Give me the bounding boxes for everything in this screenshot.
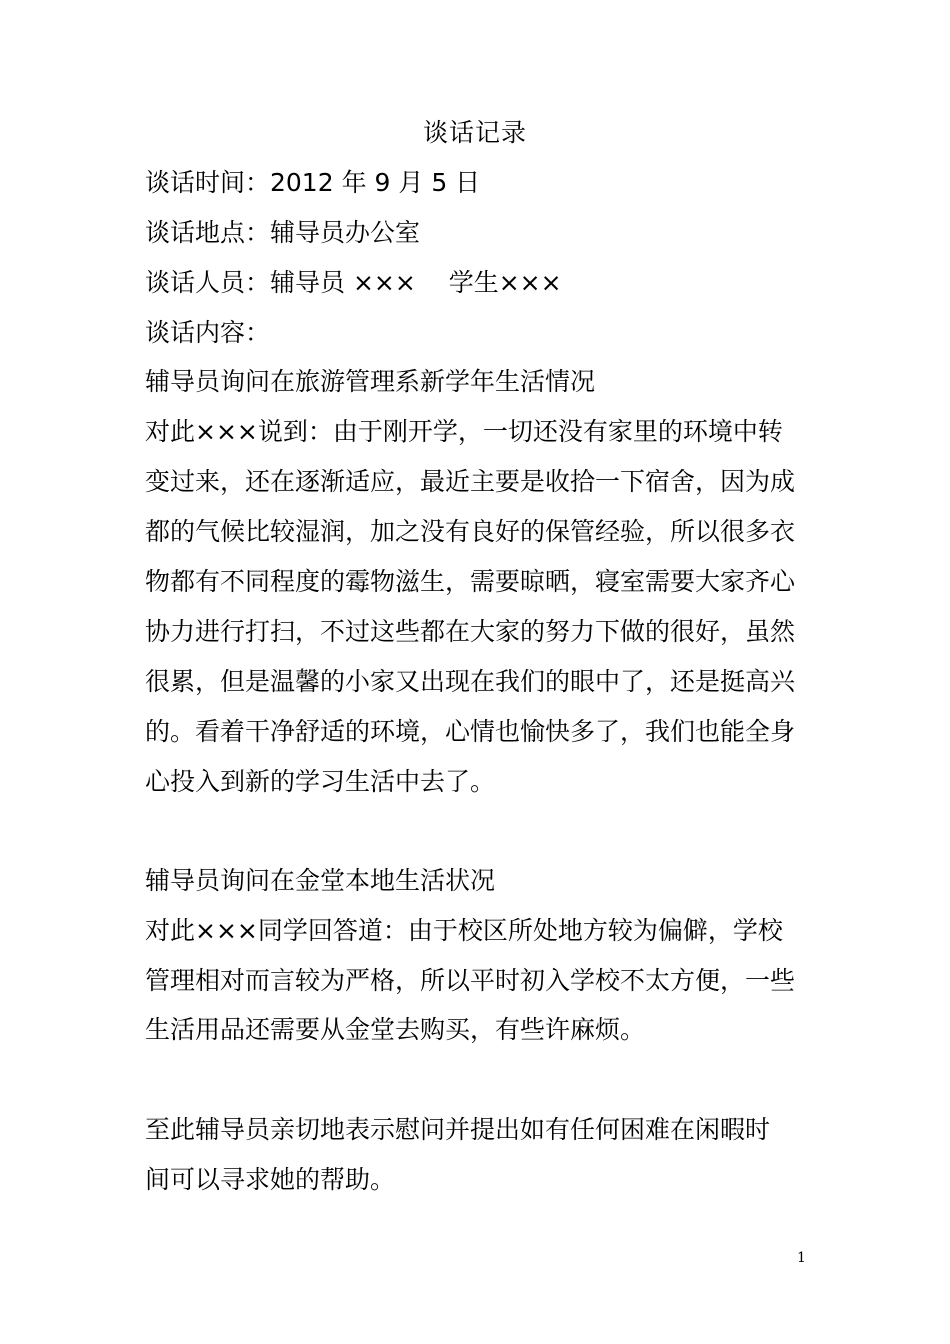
document-title: 谈话记录 bbox=[422, 118, 527, 147]
page-number: 1 bbox=[797, 1250, 806, 1266]
closing-line: 间可以寻求她的帮助。 bbox=[145, 1165, 396, 1194]
meta-place: 谈话地点：辅导员办公室 bbox=[145, 218, 421, 247]
section1-answer-line: 对此×××说到：由于刚开学，一切还没有家里的环境中转 bbox=[145, 417, 783, 446]
section2-answer-line: 管理相对而言较为严格，所以平时初入学校不太方便，一些 bbox=[145, 966, 796, 995]
section1-answer-line: 协力进行打扫，不过这些都在大家的努力下做的很好，虽然 bbox=[145, 617, 796, 646]
section1-answer-line: 变过来，还在逐渐适应，最近主要是收拾一下宿舍，因为成 bbox=[145, 467, 796, 496]
meta-content-label: 谈话内容： bbox=[145, 318, 271, 347]
section1-answer-line: 很累，但是温馨的小家又出现在我们的眼中了，还是挺高兴 bbox=[145, 667, 796, 696]
section1-question: 辅导员询问在旅游管理系新学年生活情况 bbox=[145, 367, 596, 396]
meta-time: 谈话时间：2012 年 9 月 5 日 bbox=[145, 168, 481, 197]
section1-answer-line: 的。看着干净舒适的环境，心情也愉快多了，我们也能全身 bbox=[145, 717, 796, 746]
section2-answer-line: 对此×××同学回答道：由于校区所处地方较为偏僻，学校 bbox=[145, 916, 783, 945]
section1-answer-line: 物都有不同程度的霉物滋生，需要晾晒，寝室需要大家齐心 bbox=[145, 567, 796, 596]
closing-line: 至此辅导员亲切地表示慰问并提出如有任何困难在闲暇时 bbox=[145, 1115, 771, 1144]
section1-answer-line: 心投入到新的学习生活中去了。 bbox=[145, 767, 496, 796]
section1-answer-line: 都的气候比较湿润，加之没有良好的保管经验，所以很多衣 bbox=[145, 517, 796, 546]
meta-people: 谈话人员：辅导员 ××× 学生××× bbox=[145, 268, 562, 297]
section2-question: 辅导员询问在金堂本地生活状况 bbox=[145, 866, 496, 895]
section2-answer-line: 生活用品还需要从金堂去购买，有些许麻烦。 bbox=[145, 1015, 646, 1044]
